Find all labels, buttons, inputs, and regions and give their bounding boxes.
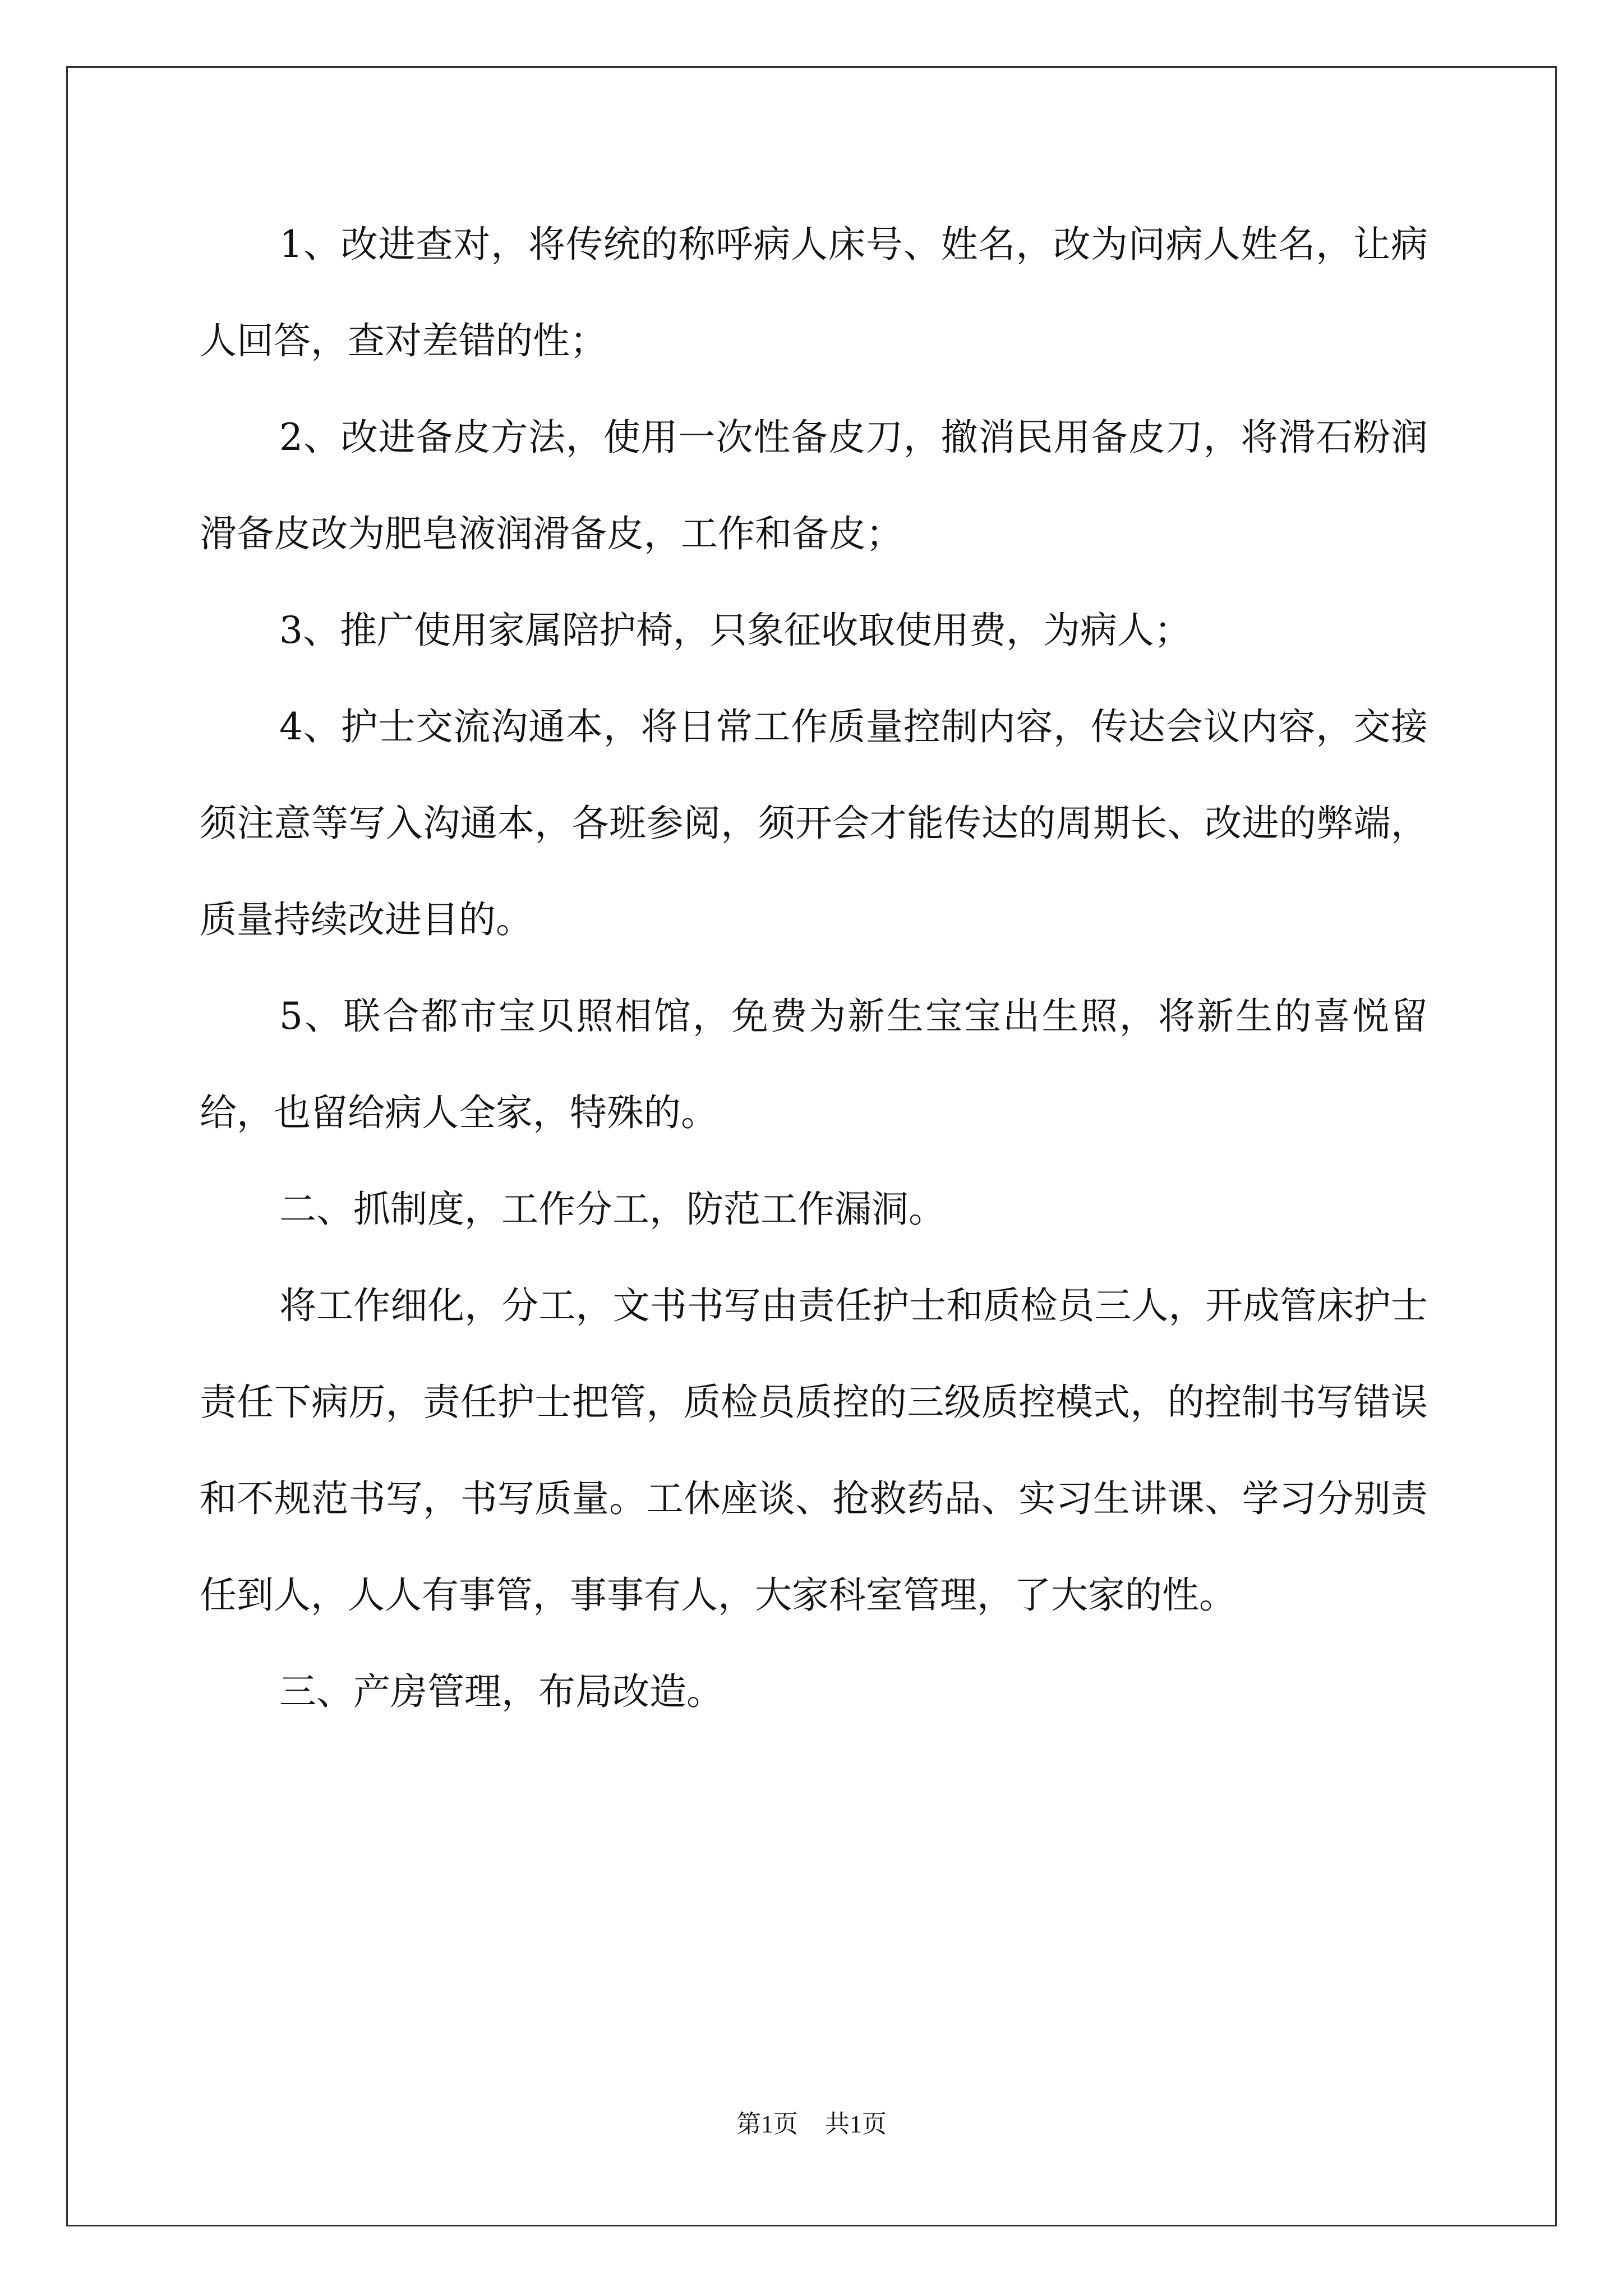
page-footer — [0, 2104, 1623, 2139]
paragraph-5: 5、联合都市宝贝照相馆，免费为新生宝宝出生照，将新生的喜悦留给，也留给病人全家，特殊的。 — [200, 995, 1428, 1134]
paragraph-3: 3、推广使用家属陪护椅，只象征收取使用费，为病人； — [279, 609, 1191, 652]
section-heading-2: 二、抓制度，工作分工，防范工作漏洞。 — [279, 1188, 946, 1231]
paragraph-6: 将工作细化，分工，文书书写由责任护士和质检员三人，开成管床护士责任下病历，责任护士把管，质检员质控的三级质控模式，的控制书写错误和不规范书写，书写质量。工休座谈、抢救药品、实习生讲课、学习分别责任到人，人人有事管，事事有人，大家科室管理，了大家的性。 — [200, 1284, 1428, 1617]
paragraph-2: 2、改进备皮方法，使用一次性备皮刀，撤消民用备皮刀，将滑石粉润滑备皮改为肥皂液润滑备皮，工作和备皮； — [200, 416, 1428, 555]
page-number-total: 共1页 — [825, 2110, 887, 2138]
paragraph-1: 1、改进查对，将传统的称呼病人床号、姓名，改为问病人姓名，让病人回答，查对差错的性； — [200, 223, 1428, 362]
page-number-current: 第1页 — [736, 2110, 798, 2138]
document-body — [200, 196, 1428, 1740]
paragraph-4: 4、护士交流沟通本，将日常工作质量控制内容，传达会议内容，交接须注意等写入沟通本，各班参阅，须开会才能传达的周期长、改进的弊端，质量持续改进目的。 — [200, 705, 1428, 941]
section-heading-3: 三、产房管理，布局改造。 — [279, 1670, 723, 1713]
